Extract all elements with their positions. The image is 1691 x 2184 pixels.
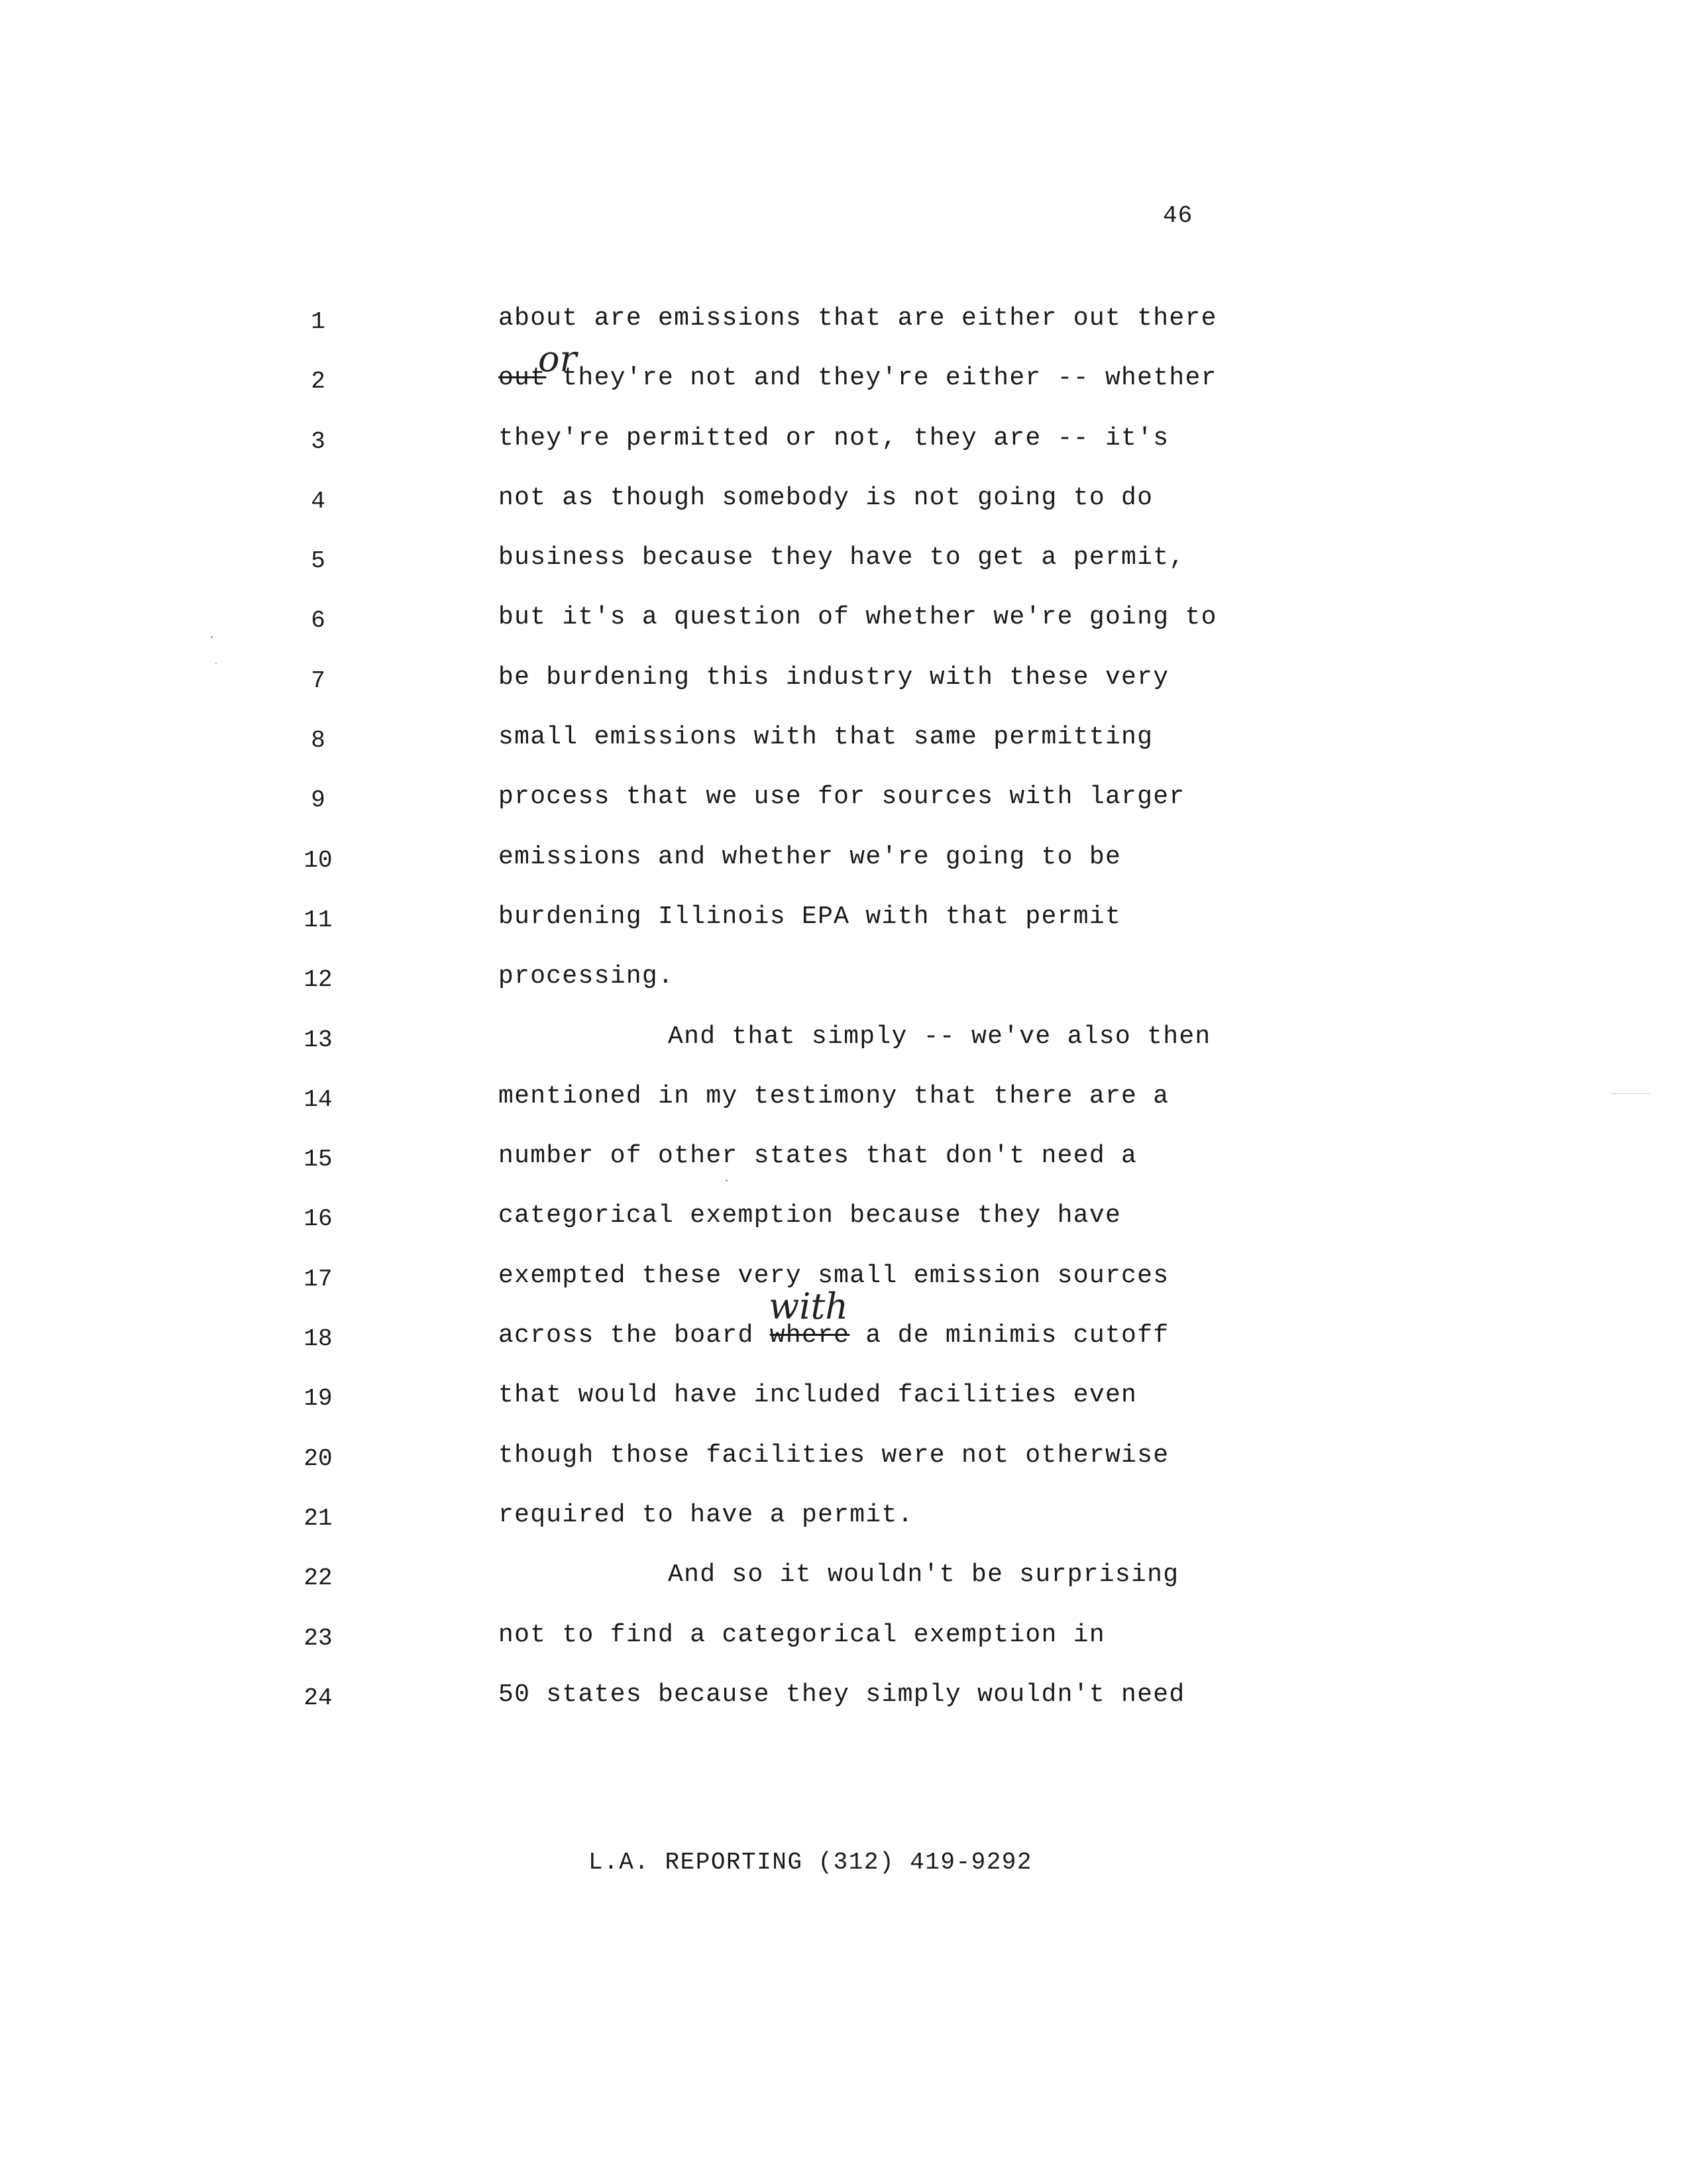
transcript-line <box>0 1671 1691 1731</box>
line-text-rest: they're not and they're either -- whether <box>562 364 1217 393</box>
line-text: process that we use for sources with larger <box>498 783 1185 812</box>
line-text: but it's a question of whether we're going to <box>498 603 1217 632</box>
line-text: they're permitted or not, they are -- it's <box>498 423 1170 453</box>
reporter-footer: L.A. REPORTING (312) 419-9292 <box>588 1849 1033 1876</box>
line-text: 50 states because they simply wouldn't need <box>498 1680 1185 1709</box>
line-number: 18 <box>303 1325 333 1353</box>
line-text: not as though somebody is not going to do <box>498 483 1154 512</box>
transcript-line <box>0 654 1691 714</box>
line-text-after: a de minimis cutoff <box>849 1321 1170 1350</box>
line-text-corrected <box>498 364 1217 392</box>
transcript-line <box>0 295 1691 355</box>
line-number: 8 <box>311 727 325 755</box>
transcript-line <box>0 355 1691 414</box>
line-number: 2 <box>311 368 325 396</box>
line-text: though those facilities were not otherwise <box>498 1441 1170 1470</box>
transcript-line <box>0 1013 1691 1073</box>
line-text: processing. <box>498 962 675 991</box>
line-number: 10 <box>303 846 333 874</box>
line-number: 24 <box>303 1684 333 1712</box>
transcript-line <box>0 474 1691 534</box>
transcript-line <box>0 1312 1691 1372</box>
struck-word: out <box>498 364 547 393</box>
transcript-line <box>0 1192 1691 1252</box>
line-text-before: across the board <box>498 1321 770 1350</box>
line-number: 19 <box>303 1385 333 1413</box>
scan-speck <box>215 663 217 664</box>
line-number: 5 <box>311 547 325 575</box>
struck-word: where <box>769 1321 850 1350</box>
line-number: 23 <box>303 1624 333 1652</box>
line-number: 21 <box>303 1504 333 1532</box>
scan-speck <box>726 1179 728 1181</box>
transcript-line <box>0 1551 1691 1611</box>
line-text: be burdening this industry with these very <box>498 663 1170 692</box>
line-text: small emissions with that same permitting <box>498 723 1154 752</box>
line-number: 14 <box>303 1085 333 1113</box>
transcript-line <box>0 534 1691 594</box>
line-text: about are emissions that are either out there <box>498 304 1217 333</box>
transcript-line <box>0 1132 1691 1192</box>
line-text: categorical exemption because they have <box>498 1201 1122 1230</box>
transcript-line <box>0 1432 1691 1492</box>
line-number: 20 <box>303 1445 333 1472</box>
line-number: 15 <box>303 1146 333 1174</box>
handwritten-correction-with: with <box>769 1285 848 1327</box>
line-number: 17 <box>303 1265 333 1293</box>
line-number: 13 <box>303 1026 333 1054</box>
line-number: 6 <box>311 607 325 635</box>
line-text: not to find a categorical exemption in <box>498 1620 1105 1649</box>
line-number: 12 <box>303 966 333 994</box>
line-text: And so it wouldn't be surprising <box>668 1560 1179 1590</box>
transcript-line <box>0 893 1691 953</box>
line-text: business because they have to get a permit, <box>498 543 1185 573</box>
transcript-line <box>0 1611 1691 1671</box>
handwritten-correction-or: or <box>538 338 577 380</box>
line-number: 3 <box>311 427 325 455</box>
transcript-line <box>0 1073 1691 1132</box>
line-number: 4 <box>311 487 325 515</box>
transcript-line <box>0 1372 1691 1431</box>
line-text: exempted these very small emission sources <box>498 1261 1170 1290</box>
scan-speck <box>1610 1093 1650 1094</box>
transcript-line <box>0 953 1691 1012</box>
line-text-corrected <box>498 1321 1169 1350</box>
line-text: emissions and whether we're going to be <box>498 842 1122 871</box>
line-text: mentioned in my testimony that there are a <box>498 1081 1170 1111</box>
line-text: required to have a permit. <box>498 1500 914 1529</box>
line-text: And that simply -- we've also then <box>668 1022 1211 1051</box>
line-number: 16 <box>303 1205 333 1233</box>
transcript-line <box>0 773 1691 833</box>
line-number: 22 <box>303 1564 333 1592</box>
line-text: that would have included facilities even <box>498 1381 1138 1410</box>
transcript-line <box>0 1492 1691 1551</box>
line-number: 11 <box>303 906 333 934</box>
page-number: 46 <box>1163 202 1193 229</box>
line-number: 9 <box>311 787 325 814</box>
line-number: 1 <box>311 308 325 335</box>
scan-speck <box>211 636 213 638</box>
line-text: number of other states that don't need a <box>498 1142 1138 1171</box>
line-text: burdening Illinois EPA with that permit <box>498 902 1122 931</box>
transcript-line <box>0 1252 1691 1312</box>
transcript-line <box>0 594 1691 653</box>
transcript-line <box>0 415 1691 474</box>
line-number: 7 <box>311 667 325 694</box>
transcript-line <box>0 834 1691 893</box>
transcript-line <box>0 714 1691 773</box>
transcript-lines <box>0 295 1691 1731</box>
